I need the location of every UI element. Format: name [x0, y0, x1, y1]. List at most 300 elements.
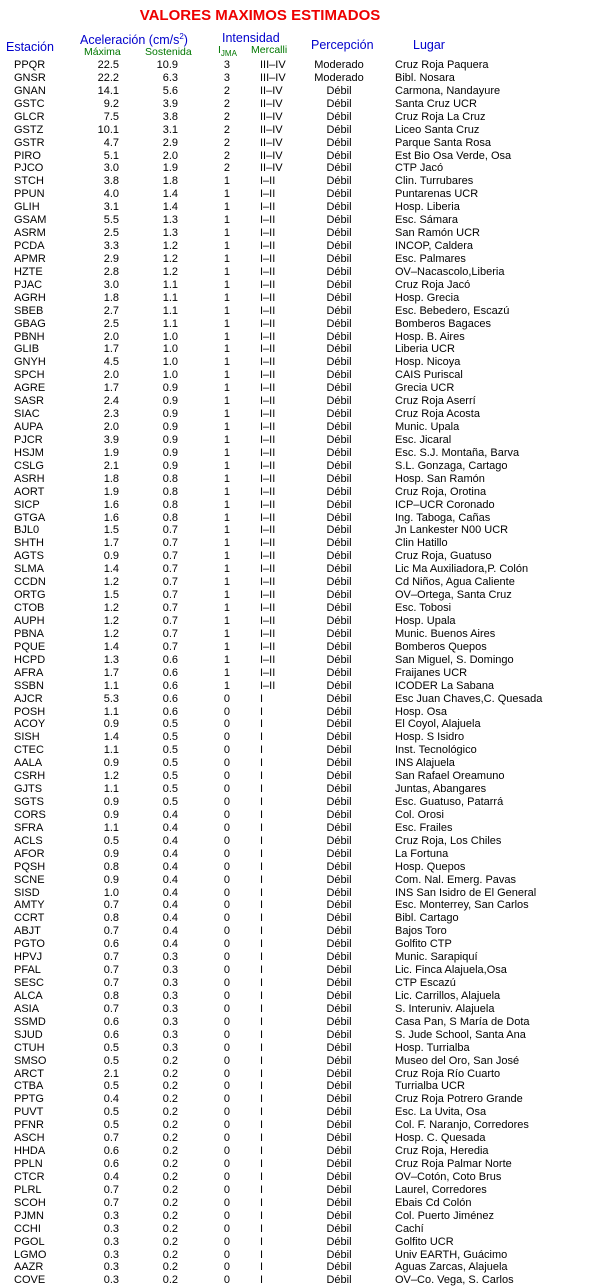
- table-row: [0, 1236, 590, 1249]
- table-row: [0, 150, 590, 163]
- ijma-intensity-cell: 3: [223, 59, 230, 71]
- mercalli-intensity-cell: I–II: [260, 446, 276, 459]
- table-row: [0, 499, 590, 512]
- station-code-cell: ACOY: [14, 718, 46, 731]
- perception-cell: Débil: [326, 705, 352, 718]
- sustained-acceleration-cell: 0.6: [162, 679, 178, 692]
- page-title: VALORES MAXIMOS ESTIMADOS: [139, 7, 381, 24]
- place-cell: Cd Niños, Agua Caliente: [395, 576, 515, 589]
- perception-cell: Débil: [326, 84, 352, 97]
- ijma-intensity-cell: 0: [223, 808, 230, 821]
- station-code-cell: SESC: [14, 977, 44, 990]
- station-code-cell: CSRH: [14, 770, 46, 783]
- mercalli-intensity-cell: I: [260, 989, 264, 1002]
- sustained-acceleration-cell: 1.1: [162, 278, 178, 291]
- station-code-cell: CORS: [14, 808, 46, 821]
- place-cell: Cruz Roja, Heredia: [395, 1145, 489, 1158]
- mercalli-intensity-cell: I: [260, 718, 264, 731]
- sustained-acceleration-cell: 0.7: [162, 602, 178, 615]
- place-cell: Laurel, Corredores: [395, 1183, 487, 1196]
- ijma-intensity-cell: 0: [223, 821, 230, 834]
- ijma-intensity-cell: 1: [223, 240, 230, 253]
- ijma-intensity-cell: 0: [223, 1067, 230, 1080]
- mercalli-intensity-cell: I–II: [260, 640, 276, 653]
- ijma-intensity-cell: 0: [223, 1209, 230, 1222]
- mercalli-intensity-cell: I–II: [260, 175, 276, 188]
- station-code-cell: AORT: [14, 485, 45, 498]
- ijma-intensity-cell: 0: [223, 770, 230, 783]
- max-acceleration-cell: 0.7: [103, 951, 119, 964]
- sustained-acceleration-cell: 0.3: [162, 1041, 178, 1054]
- sustained-acceleration-cell: 0.4: [162, 925, 178, 938]
- place-cell: Fraijanes UCR: [395, 666, 468, 679]
- ijma-intensity-cell: 1: [223, 201, 230, 214]
- station-code-cell: PPQR: [14, 59, 46, 71]
- place-cell: Esc. Palmares: [395, 252, 466, 265]
- perception-cell: Débil: [326, 808, 352, 821]
- table-row: [0, 1223, 590, 1236]
- station-code-cell: PCDA: [14, 240, 45, 253]
- sustained-acceleration-cell: 0.5: [162, 770, 178, 783]
- sustained-acceleration-cell: 1.3: [162, 214, 178, 227]
- place-cell: Cruz Roja Acosta: [395, 408, 480, 421]
- mercalli-intensity-cell: I–II: [260, 278, 276, 291]
- station-code-cell: CTBA: [14, 1080, 44, 1093]
- mercalli-intensity-cell: I–II: [260, 317, 276, 330]
- table-row: [0, 395, 590, 408]
- max-acceleration-cell: 0.3: [103, 1209, 119, 1222]
- max-acceleration-cell: 1.2: [103, 770, 119, 783]
- max-acceleration-cell: 0.3: [103, 1274, 119, 1287]
- mercalli-intensity-cell: I–II: [260, 666, 276, 679]
- max-acceleration-cell: 1.1: [103, 783, 119, 796]
- ijma-intensity-cell: 0: [223, 951, 230, 964]
- place-cell: Lic. Finca Alajuela,Osa: [395, 964, 507, 977]
- mercalli-intensity-cell: I: [260, 1158, 264, 1171]
- ijma-intensity-cell: 1: [223, 666, 230, 679]
- sustained-acceleration-cell: 1.2: [162, 240, 178, 253]
- ijma-intensity-cell: 0: [223, 1170, 230, 1183]
- max-acceleration-cell: 1.1: [103, 679, 119, 692]
- mercalli-intensity-cell: I–II: [260, 356, 276, 369]
- perception-cell: Débil: [326, 627, 352, 640]
- max-acceleration-cell: 0.3: [103, 1222, 119, 1235]
- max-acceleration-cell: 0.7: [103, 1196, 119, 1209]
- place-cell: Univ EARTH, Guácimo: [395, 1248, 508, 1261]
- mercalli-intensity-cell: I–II: [260, 653, 276, 666]
- station-code-cell: AUPH: [14, 614, 45, 627]
- table-row: [0, 796, 590, 809]
- max-acceleration-cell: 1.2: [103, 576, 119, 589]
- ijma-intensity-cell: 1: [223, 343, 230, 356]
- place-cell: Aguas Zarcas, Alajuela: [395, 1261, 508, 1274]
- table-row: [0, 1093, 590, 1106]
- max-acceleration-cell: 1.5: [103, 589, 119, 602]
- perception-cell: Débil: [326, 265, 352, 278]
- place-cell: Hosp. Quepos: [395, 860, 466, 873]
- station-code-cell: PFNR: [14, 1119, 44, 1132]
- ijma-intensity-cell: 1: [223, 395, 230, 408]
- ijma-intensity-cell: 1: [223, 175, 230, 188]
- place-cell: Hosp. B. Aires: [395, 330, 465, 343]
- table-row: [0, 1158, 590, 1171]
- max-subheader: Máxima: [84, 46, 121, 58]
- mercalli-intensity-cell: I: [260, 1235, 264, 1248]
- max-acceleration-cell: 22.5: [97, 59, 119, 71]
- table-row: [0, 822, 590, 835]
- sustained-acceleration-cell: 1.8: [162, 175, 178, 188]
- sustained-acceleration-cell: 0.7: [162, 537, 178, 550]
- mercalli-intensity-cell: I–II: [260, 188, 276, 201]
- place-cell: INS Alajuela: [395, 757, 455, 770]
- ijma-intensity-cell: 0: [223, 1080, 230, 1093]
- table-row: [0, 240, 590, 253]
- perception-cell: Débil: [326, 291, 352, 304]
- place-cell: Clin Hatillo: [395, 537, 448, 550]
- ijma-intensity-cell: 1: [223, 576, 230, 589]
- sustained-acceleration-cell: 0.4: [162, 899, 178, 912]
- station-code-cell: CCHI: [14, 1222, 41, 1235]
- mercalli-intensity-cell: I: [260, 1093, 264, 1106]
- sustained-acceleration-cell: 0.7: [162, 576, 178, 589]
- sustained-acceleration-cell: 0.8: [162, 498, 178, 511]
- station-code-cell: GSTR: [14, 136, 45, 149]
- mercalli-intensity-cell: I: [260, 860, 264, 873]
- max-acceleration-cell: 2.0: [103, 369, 119, 382]
- station-code-cell: SGTS: [14, 796, 44, 808]
- ijma-intensity-cell: 0: [223, 692, 230, 705]
- station-code-cell: GNAN: [14, 84, 46, 97]
- station-code-cell: AGRE: [14, 382, 46, 395]
- ijma-intensity-cell: 1: [223, 653, 230, 666]
- table-row: [0, 667, 590, 680]
- table-row: [0, 576, 590, 589]
- mercalli-intensity-cell: I: [260, 1054, 264, 1067]
- place-cell: INS San Isidro de El General: [395, 886, 537, 899]
- perception-cell: Débil: [326, 188, 352, 201]
- mercalli-intensity-cell: I: [260, 964, 264, 977]
- mercalli-intensity-cell: I–II: [260, 330, 276, 343]
- max-acceleration-cell: 0.5: [103, 1119, 119, 1132]
- sustained-acceleration-cell: 0.4: [162, 808, 178, 821]
- sustained-acceleration-cell: 0.2: [162, 1132, 178, 1145]
- station-code-cell: PBNH: [14, 330, 45, 343]
- table-row: [0, 1003, 590, 1016]
- place-cell: Esc. S.J. Montaña, Barva: [395, 446, 520, 459]
- place-cell: Col. Puerto Jiménez: [395, 1209, 495, 1222]
- table-row: [0, 693, 590, 706]
- perception-cell: Débil: [326, 252, 352, 265]
- max-acceleration-cell: 1.7: [103, 343, 119, 356]
- station-code-cell: PPUN: [14, 188, 45, 201]
- sustained-acceleration-cell: 0.8: [162, 511, 178, 524]
- perception-cell: Débil: [326, 666, 352, 679]
- max-acceleration-cell: 0.8: [103, 989, 119, 1002]
- table-row: [0, 654, 590, 667]
- station-code-cell: LGMO: [14, 1248, 47, 1261]
- table-row: [0, 421, 590, 434]
- place-cell: Esc Juan Chaves,C. Quesada: [395, 692, 543, 705]
- mercalli-intensity-cell: I–II: [260, 408, 276, 421]
- sustained-acceleration-cell: 10.9: [156, 59, 178, 71]
- ijma-intensity-cell: 1: [223, 472, 230, 485]
- perception-cell: Débil: [326, 227, 352, 240]
- ijma-intensity-cell: 1: [223, 252, 230, 265]
- place-cell: Hosp. San Ramón: [395, 472, 485, 485]
- station-code-cell: ORTG: [14, 589, 46, 602]
- mercalli-intensity-cell: I–II: [260, 252, 276, 265]
- sustained-acceleration-cell: 0.7: [162, 589, 178, 602]
- ijma-intensity-cell: 0: [223, 834, 230, 847]
- perception-cell: Débil: [326, 718, 352, 731]
- ijma-subheader: [218, 44, 237, 58]
- place-cell: Museo del Oro, San José: [395, 1054, 520, 1067]
- max-acceleration-cell: 1.2: [103, 627, 119, 640]
- perception-cell: Débil: [326, 1196, 352, 1209]
- perception-cell: Débil: [326, 1080, 352, 1093]
- station-header: Estación: [6, 40, 54, 54]
- sustained-acceleration-cell: 2.0: [162, 149, 178, 162]
- table-row: [0, 524, 590, 537]
- table-row: [0, 680, 590, 693]
- place-cell: Bomberos Quepos: [395, 640, 487, 653]
- ijma-intensity-cell: 1: [223, 498, 230, 511]
- ijma-intensity-cell: 1: [223, 485, 230, 498]
- max-acceleration-cell: 0.4: [103, 1170, 119, 1183]
- sustained-acceleration-cell: 0.2: [162, 1067, 178, 1080]
- perception-cell: Débil: [326, 796, 352, 808]
- ijma-intensity-cell: 1: [223, 382, 230, 395]
- mercalli-intensity-cell: I: [260, 796, 264, 808]
- max-acceleration-cell: 2.3: [103, 408, 119, 421]
- place-cell: Cruz Roja Aserrí: [395, 395, 476, 408]
- ijma-intensity-cell: 0: [223, 796, 230, 808]
- sustained-acceleration-cell: 0.4: [162, 821, 178, 834]
- ijma-intensity-cell: 0: [223, 1274, 230, 1287]
- max-acceleration-cell: 0.7: [103, 964, 119, 977]
- table-row: [0, 253, 590, 266]
- perception-cell: Débil: [326, 421, 352, 434]
- max-acceleration-cell: 0.6: [103, 938, 119, 951]
- perception-cell: Débil: [326, 938, 352, 951]
- place-cell: Hosp. Osa: [395, 705, 447, 718]
- table-row: [0, 486, 590, 499]
- station-code-cell: BJL0: [14, 524, 40, 537]
- sustained-acceleration-cell: 0.6: [162, 692, 178, 705]
- station-code-cell: GNSR: [14, 71, 46, 84]
- place-cell: El Coyol, Alajuela: [395, 718, 481, 731]
- mercalli-intensity-cell: I: [260, 1132, 264, 1145]
- perception-cell: Débil: [326, 679, 352, 692]
- table-row: [0, 835, 590, 848]
- place-cell: S. Jude School, Santa Ana: [395, 1028, 526, 1041]
- ijma-intensity-cell: 0: [223, 1158, 230, 1171]
- station-code-cell: CSLG: [14, 459, 44, 472]
- table-row: [0, 214, 590, 227]
- station-code-cell: GLIB: [14, 343, 40, 356]
- perception-cell: Débil: [326, 123, 352, 136]
- station-code-cell: AFOR: [14, 847, 45, 860]
- perception-cell: Débil: [326, 395, 352, 408]
- table-row: [0, 990, 590, 1003]
- place-cell: Hosp. Liberia: [395, 201, 460, 214]
- max-acceleration-cell: 0.9: [103, 847, 119, 860]
- mercalli-intensity-cell: II–IV: [260, 162, 283, 175]
- station-code-cell: CTOB: [14, 602, 45, 615]
- ijma-intensity-cell: 0: [223, 744, 230, 757]
- place-cell: ICP–UCR Coronado: [395, 498, 495, 511]
- perception-header: Percepción: [311, 38, 374, 52]
- ijma-intensity-cell: 2: [223, 123, 230, 136]
- max-acceleration-cell: 2.9: [103, 252, 119, 265]
- table-row: [0, 615, 590, 628]
- perception-cell: Débil: [326, 602, 352, 615]
- station-code-cell: ABJT: [14, 925, 41, 938]
- table-row: [0, 111, 590, 124]
- place-cell: Hosp. Turrialba: [395, 1041, 470, 1054]
- sustained-acceleration-cell: 0.9: [162, 382, 178, 395]
- place-cell: S. Interuniv. Alajuela: [395, 1002, 495, 1015]
- perception-cell: Débil: [326, 97, 352, 110]
- ijma-intensity-cell: 1: [223, 550, 230, 563]
- mercalli-intensity-cell: I: [260, 951, 264, 964]
- table-row: [0, 175, 590, 188]
- place-cell: Turrialba UCR: [395, 1080, 465, 1093]
- place-cell: Ing. Taboga, Cañas: [395, 511, 491, 524]
- perception-cell: Débil: [326, 1119, 352, 1132]
- max-acceleration-cell: 7.5: [103, 110, 119, 123]
- place-cell: Santa Cruz UCR: [395, 97, 477, 110]
- perception-cell: Débil: [326, 744, 352, 757]
- ijma-intensity-cell: 0: [223, 925, 230, 938]
- max-acceleration-cell: 2.1: [103, 1067, 119, 1080]
- sustained-acceleration-cell: 1.2: [162, 252, 178, 265]
- perception-cell: Débil: [326, 472, 352, 485]
- table-row: [0, 964, 590, 977]
- mercalli-intensity-cell: I: [260, 1119, 264, 1132]
- ijma-intensity-cell: 0: [223, 705, 230, 718]
- max-acceleration-cell: 0.6: [103, 1028, 119, 1041]
- mercalli-intensity-cell: I: [260, 873, 264, 886]
- station-code-cell: SFRA: [14, 821, 44, 834]
- ijma-intensity-cell: 1: [223, 278, 230, 291]
- station-code-cell: GLCR: [14, 110, 45, 123]
- acceleration-label: Aceleración (cm/s: [80, 33, 180, 47]
- station-code-cell: SISH: [14, 731, 40, 744]
- perception-cell: Débil: [326, 1106, 352, 1119]
- table-row: [0, 550, 590, 563]
- ijma-intensity-cell: 1: [223, 459, 230, 472]
- sustained-acceleration-cell: 0.7: [162, 614, 178, 627]
- perception-cell: Débil: [326, 304, 352, 317]
- place-cell: Carmona, Nandayure: [395, 84, 501, 97]
- ijma-intensity-cell: 0: [223, 1145, 230, 1158]
- perception-cell: Débil: [326, 511, 352, 524]
- ijma-intensity-cell: 0: [223, 1028, 230, 1041]
- ijma-intensity-cell: 0: [223, 1248, 230, 1261]
- station-code-cell: PFAL: [14, 964, 41, 977]
- sustained-acceleration-cell: 1.3: [162, 227, 178, 240]
- max-acceleration-cell: 1.1: [103, 821, 119, 834]
- perception-cell: Débil: [326, 1145, 352, 1158]
- max-acceleration-cell: 0.4: [103, 1093, 119, 1106]
- station-code-cell: PPLN: [14, 1158, 43, 1171]
- table-row: [0, 85, 590, 98]
- acceleration-close: ): [183, 33, 188, 47]
- max-acceleration-cell: 2.5: [103, 227, 119, 240]
- mercalli-intensity-cell: I–II: [260, 679, 276, 692]
- place-cell: Golfito CTP: [395, 938, 452, 951]
- place-cell: Liberia UCR: [395, 343, 455, 356]
- table-row: [0, 434, 590, 447]
- perception-cell: Débil: [326, 1261, 352, 1274]
- sustained-acceleration-cell: 3.9: [162, 97, 178, 110]
- perception-cell: Débil: [326, 1183, 352, 1196]
- table-row: [0, 512, 590, 525]
- mercalli-intensity-cell: I–II: [260, 472, 276, 485]
- ijma-intensity-cell: 2: [223, 149, 230, 162]
- station-code-cell: ARCT: [14, 1067, 44, 1080]
- max-acceleration-cell: 1.9: [103, 485, 119, 498]
- table-row: [0, 1171, 590, 1184]
- sustained-acceleration-cell: 0.7: [162, 524, 178, 537]
- station-code-cell: COVE: [14, 1274, 46, 1287]
- mercalli-intensity-cell: I: [260, 1145, 264, 1158]
- mercalli-intensity-cell: I: [260, 1067, 264, 1080]
- table-row: [0, 718, 590, 731]
- ijma-intensity-cell: 1: [223, 408, 230, 421]
- sustained-acceleration-cell: 0.2: [162, 1209, 178, 1222]
- place-cell: San Ramón UCR: [395, 227, 480, 240]
- ijma-intensity-cell: 1: [223, 330, 230, 343]
- station-code-cell: ASRH: [14, 472, 45, 485]
- mercalli-intensity-cell: I: [260, 821, 264, 834]
- perception-cell: Débil: [326, 369, 352, 382]
- perception-cell: Débil: [326, 576, 352, 589]
- perception-cell: Débil: [326, 1222, 352, 1235]
- sustained-acceleration-cell: 1.1: [162, 291, 178, 304]
- max-acceleration-cell: 1.5: [103, 524, 119, 537]
- table-row: [0, 899, 590, 912]
- sustained-acceleration-cell: 0.3: [162, 1002, 178, 1015]
- station-code-cell: SICP: [14, 498, 40, 511]
- perception-cell: Débil: [326, 899, 352, 912]
- place-cell: Bajos Toro: [395, 925, 447, 938]
- table-row: [0, 356, 590, 369]
- sustained-acceleration-cell: 0.5: [162, 731, 178, 744]
- perception-cell: Débil: [326, 149, 352, 162]
- table-row: [0, 162, 590, 175]
- ijma-intensity-cell: 1: [223, 214, 230, 227]
- place-cell: Hosp. Grecia: [395, 291, 460, 304]
- perception-cell: Débil: [326, 886, 352, 899]
- max-acceleration-cell: 0.5: [103, 1106, 119, 1119]
- mercalli-intensity-cell: I–II: [260, 485, 276, 498]
- ijma-intensity-cell: 0: [223, 989, 230, 1002]
- place-cell: Golfito UCR: [395, 1235, 454, 1248]
- station-code-cell: SCNE: [14, 873, 45, 886]
- sustained-acceleration-cell: 1.0: [162, 330, 178, 343]
- station-code-cell: GTGA: [14, 511, 46, 524]
- perception-cell: Débil: [326, 446, 352, 459]
- place-cell: Cruz Roja La Cruz: [395, 110, 486, 123]
- sustained-acceleration-cell: 0.4: [162, 873, 178, 886]
- table-row: [0, 1119, 590, 1132]
- mercalli-intensity-cell: I–II: [260, 433, 276, 446]
- mercalli-intensity-cell: I–II: [260, 421, 276, 434]
- max-acceleration-cell: 1.4: [103, 563, 119, 576]
- perception-cell: Débil: [326, 1158, 352, 1171]
